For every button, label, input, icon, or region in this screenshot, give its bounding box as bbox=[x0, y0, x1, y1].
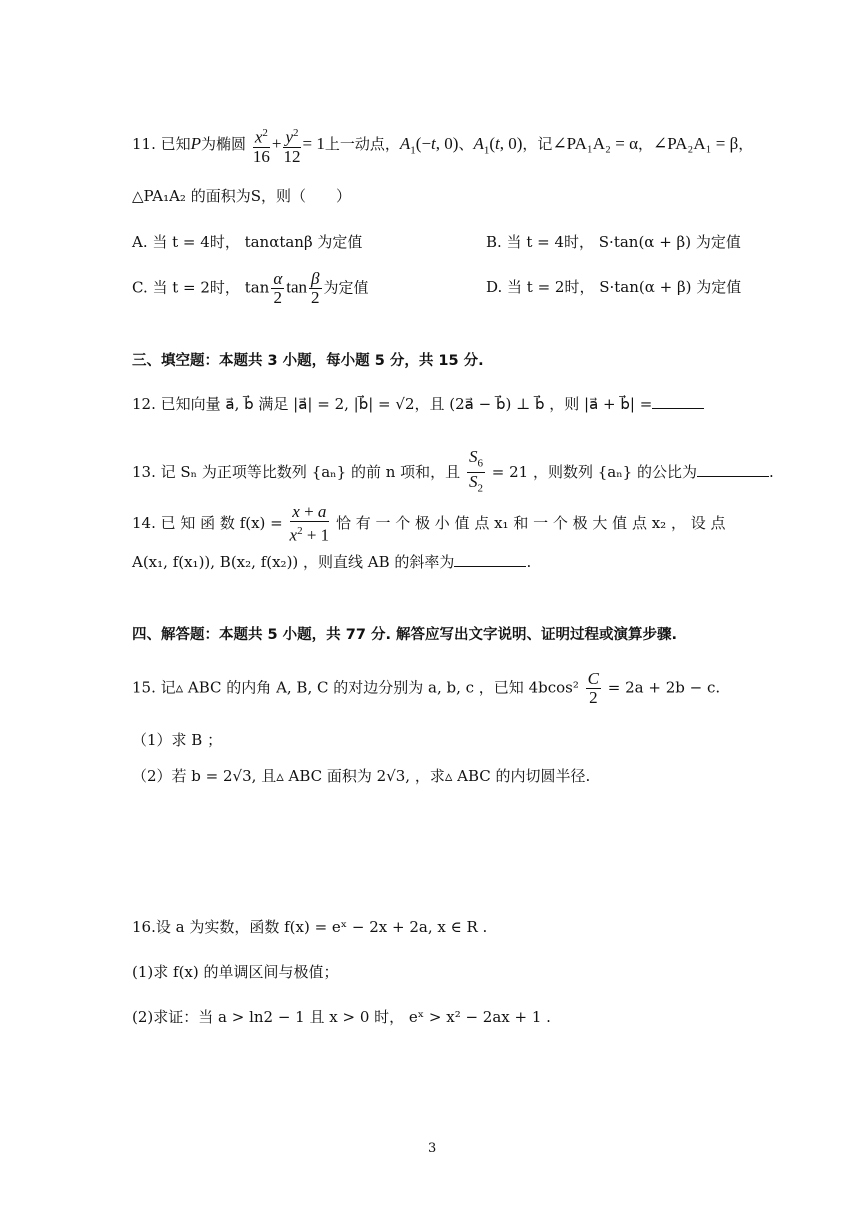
q11-option-b: B. 当 t = 4时， S·tan(α + β) 为定值 bbox=[486, 233, 741, 251]
page-number: 3 bbox=[428, 1141, 437, 1156]
q11-text: ，记 bbox=[522, 134, 553, 153]
q15-text: = 2a + 2b − c. bbox=[607, 678, 721, 697]
q14-text: 14. 已 知 函 数 f(x) = bbox=[132, 513, 283, 532]
frac-beta-2: $\frac{\beta}{2}$ bbox=[311, 269, 320, 307]
q15-text: 15. 记▵ ABC 的内角 A, B, C 的对边分别为 a, b, c ，已知 4bcos² bbox=[132, 678, 579, 697]
q11-number: 11. bbox=[132, 134, 156, 153]
section-3-heading: 三、填空题：本题共 3 小题，每小题 5 分，共 15 分. bbox=[132, 353, 484, 369]
frac-alpha-2: $\frac{\alpha}{2}$ bbox=[273, 269, 283, 307]
q11-line1: 11. 已知P为椭圆 $\frac{x^2}{16}$ + $\frac{y^2}{12}$ = 1上一动点，$A_1(-t$, 0)、$A_1(t$, 0)，记∠PA₁A₂ = α，∠PA₂A₁ = β， bbox=[132, 124, 753, 166]
q14-line2: A(x₁, f(x₁)), B(x₂, f(x₂)) ，则直线 AB 的斜率为 . bbox=[132, 553, 532, 571]
q14-answer-blank[interactable] bbox=[454, 552, 526, 567]
q11-option-c: C. 当 t = 2时， tan $\frac{\alpha}{2}$ tan $\frac{\beta}{2}$ 为定值 bbox=[132, 269, 369, 307]
q11-text: 上一动点， bbox=[324, 134, 400, 153]
point-a1-neg: $A_1(-t$, 0) bbox=[399, 133, 459, 157]
option-c-text: C. 当 t = 2时， tan bbox=[132, 278, 270, 297]
q11-line2: △PA₁A₂ 的面积为S，则（ ） bbox=[132, 187, 351, 205]
q15-part2: （2）若 b = 2√3, 且▵ ABC 面积为 2√3, ，求▵ ABC 的内切圆半径. bbox=[132, 767, 591, 785]
ellipse-frac-x: $\frac{x^2}{16}$ bbox=[253, 124, 270, 166]
q12-text: 12. 已知向量 a⃗, b⃗ 满足 |a⃗| = 2, |b⃗| = √2，且 (2a⃗ − b⃗) ⊥ b⃗ ，则 |a⃗ + b⃗| = bbox=[132, 395, 653, 413]
q11-p: P bbox=[190, 133, 202, 153]
point-a1-pos: $A_1(t$, 0) bbox=[473, 133, 523, 157]
q14-line1 bbox=[132, 503, 726, 545]
section-4-heading: 四、解答题：本题共 5 小题，共 77 分. 解答应写出文字说明、证明过程或演算步骤. bbox=[132, 627, 678, 643]
q11-option-a: A. 当 t = 4时， tanαtanβ 为定值 bbox=[132, 233, 363, 251]
q13-text: 13. 记 Sₙ 为正项等比数列 {aₙ} 的前 n 项和，且 bbox=[132, 462, 461, 481]
c-over-2: $\frac{C}{2}$ bbox=[587, 669, 599, 707]
q15-stem bbox=[132, 670, 720, 707]
q16-part1: (1)求 f(x) 的单调区间与极值； bbox=[132, 963, 339, 981]
angle-alpha: ∠PA₁A₂ = α bbox=[552, 133, 638, 153]
option-c-text: 为定值 bbox=[323, 278, 369, 297]
q13-text: = 21 ，则数列 {aₙ} 的公比为 bbox=[491, 462, 697, 481]
q12-answer-blank[interactable] bbox=[652, 394, 704, 409]
q13: 13. 记 Sₙ 为正项等比数列 {aₙ} 的前 n 项和，且 $\frac{S_6}{S_2}$ = 21 ，则数列 {aₙ} 的公比为 . bbox=[132, 448, 774, 498]
q15-part1: （1）求 B ； bbox=[132, 731, 223, 749]
q16-stem: 16.设 a 为实数，函数 f(x) = eˣ − 2x + 2a, x ∈ R . bbox=[132, 918, 488, 936]
angle-beta: ∠PA₂A₁ = β bbox=[653, 133, 739, 153]
q12 bbox=[132, 394, 704, 414]
q14-fraction: $\frac{x + a}{x^2 + 1}$ bbox=[289, 502, 330, 545]
s6-s2-frac: $\frac{S_6}{S_2}$ bbox=[468, 447, 483, 495]
q14-text: 恰 有 一 个 极 小 值 点 x₁ 和 一 个 极 大 值 点 x₂ ， 设 点 bbox=[335, 513, 726, 532]
q13-answer-blank[interactable] bbox=[697, 462, 769, 477]
q16-part2: (2)求证：当 a > ln2 − 1 且 x > 0 时， eˣ > x² − 2ax + 1 . bbox=[132, 1008, 551, 1026]
q11-text: 为椭圆 bbox=[201, 134, 247, 153]
q14-text: A(x₁, f(x₁)), B(x₂, f(x₂)) ，则直线 AB 的斜率为 bbox=[132, 553, 455, 571]
ellipse-frac-y: $\frac{y^2}{12}$ bbox=[283, 124, 300, 166]
q11-option-d: D. 当 t = 2时， S·tan(α + β) 为定值 bbox=[486, 278, 742, 296]
q11-text: 已知 bbox=[160, 134, 191, 153]
